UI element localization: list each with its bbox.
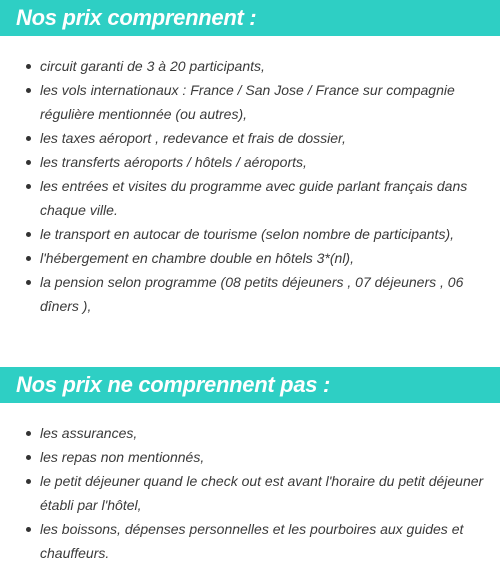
bullet-icon [26, 455, 31, 460]
bullet-icon [26, 431, 31, 436]
list-item [0, 270, 500, 318]
list-item [0, 469, 500, 517]
list-item-text: les taxes aéroport , redevance et frais de dossier, [40, 130, 346, 146]
included-list [0, 36, 500, 318]
not-included-title: Nos prix ne comprennent pas : [16, 372, 331, 397]
bullet-icon [26, 527, 31, 532]
list-item-text: les assurances, [40, 425, 138, 441]
list-item [0, 174, 500, 222]
list-item-text: les entrées et visites du programme avec guide parlant français dans chaque ville. [40, 178, 468, 218]
list-item-text: les vols internationaux : France / San Jose / France sur compagnie régulière mentionnée (ou autres), [40, 82, 455, 122]
list-item-text: les boissons, dépenses personnelles et les pourboires aux guides et chauffeurs. [40, 521, 464, 561]
list-item-text: l'hébergement en chambre double en hôtels 3*(nl), [40, 250, 354, 266]
list-item [0, 246, 500, 270]
not-included-list [0, 403, 500, 565]
bullet-icon [26, 160, 31, 165]
list-item-text: le petit déjeuner quand le check out est avant l'horaire du petit déjeuner établi par l'hôtel, [40, 473, 484, 513]
list-item [0, 54, 500, 78]
list-item [0, 150, 500, 174]
list-item [0, 222, 500, 246]
list-item [0, 445, 500, 469]
bullet-icon [26, 64, 31, 69]
list-item-text: la pension selon programme (08 petits déjeuners , 07 déjeuners , 06 dîners ), [40, 274, 464, 314]
list-item [0, 78, 500, 126]
included-title: Nos prix comprennent : [16, 5, 257, 30]
list-item-text: les transferts aéroports / hôtels / aéroports, [40, 154, 307, 170]
list-item [0, 517, 500, 565]
bullet-icon [26, 136, 31, 141]
included-header [0, 0, 500, 36]
list-item [0, 421, 500, 445]
bullet-icon [26, 184, 31, 189]
bullet-icon [26, 256, 31, 261]
bullet-icon [26, 88, 31, 93]
list-item-text: le transport en autocar de tourisme (selon nombre de participants), [40, 226, 454, 242]
bullet-icon [26, 479, 31, 484]
list-item [0, 126, 500, 150]
not-included-section [0, 367, 500, 565]
not-included-header [0, 367, 500, 403]
list-item-text: circuit garanti de 3 à 20 participants, [40, 58, 265, 74]
list-item-text: les repas non mentionnés, [40, 449, 205, 465]
bullet-icon [26, 232, 31, 237]
bullet-icon [26, 280, 31, 285]
